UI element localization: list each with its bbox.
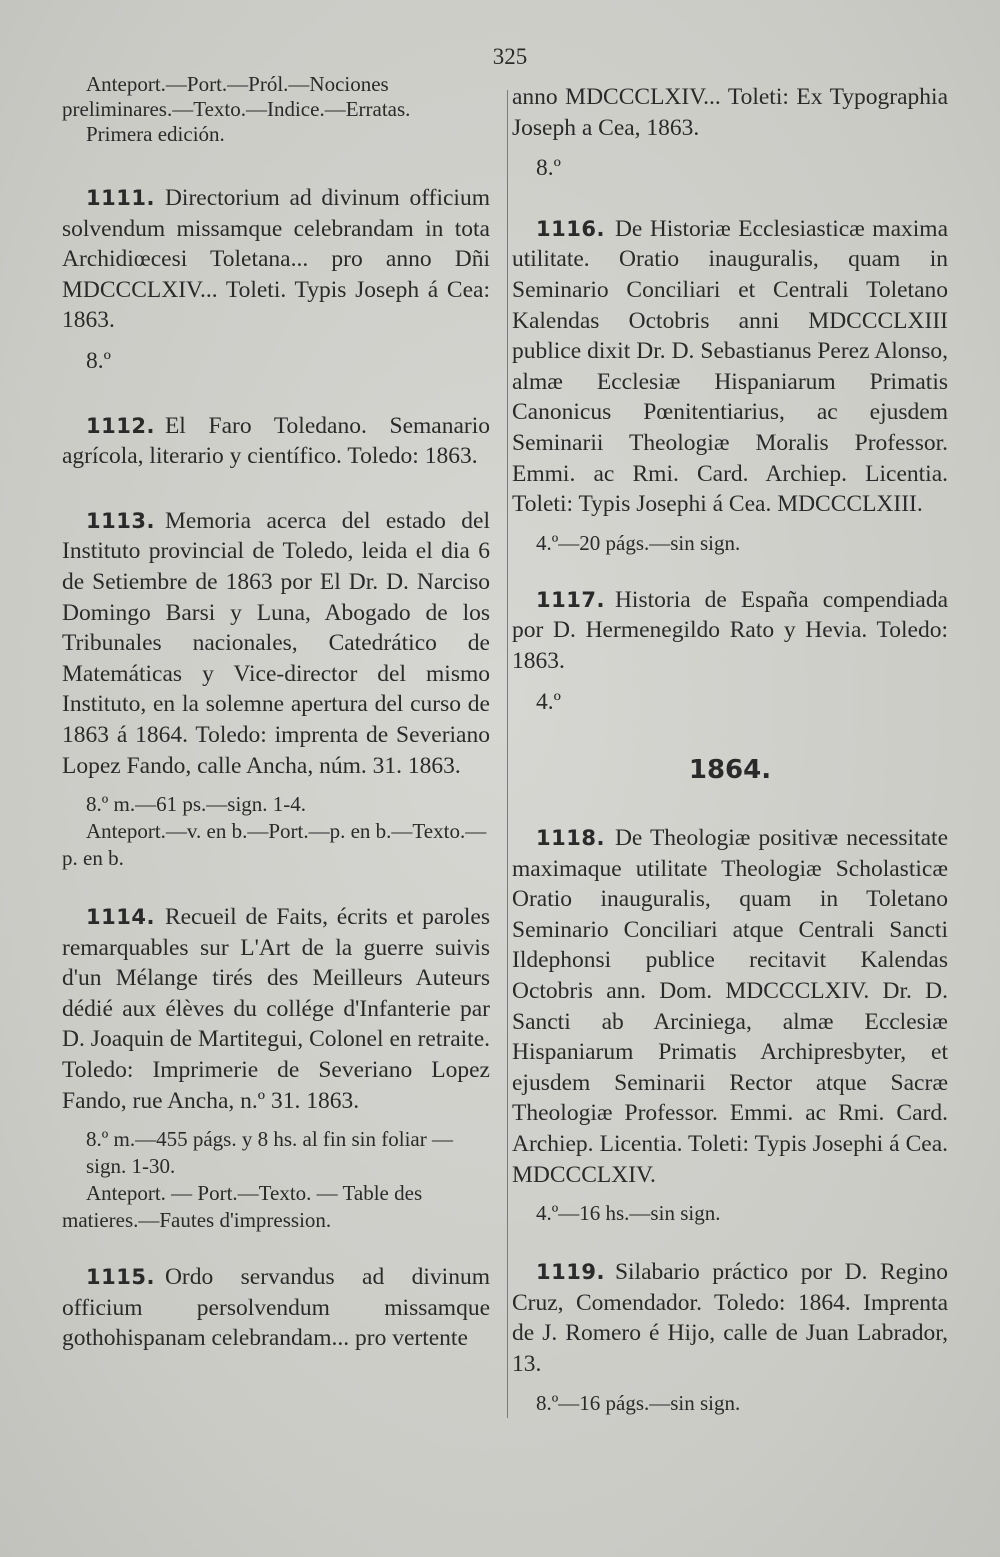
catalog-entry xyxy=(512,1257,948,1416)
entry-number: 1112. xyxy=(86,413,155,438)
entry-text: Memoria acerca del estado del Instituto provincial de Toledo, leida el dia 6 de Setiembre de 1863 por El Dr. D. Narciso Domingo Barsi y Luna, Abogado de los Tribunales nacionales, Catedrático de Matemáticas y Vice-director del mismo Instituto, en la solemne apertura del curso de 1863 á 1864. Toledo: imprenta de Severiano Lopez Fando, calle Ancha, núm. 31. 1863. xyxy=(62,507,490,779)
entry-format: 4.º—16 hs.—sin sign. xyxy=(536,1201,721,1226)
entry-collation: Anteport.—v. en b.—Port.—p. en b.—Texto.—p. en b. xyxy=(62,819,487,871)
continuation-text: anno MDCCCLXIV... Toleti: Ex Typographia Joseph a Cea, 1863. xyxy=(512,84,948,141)
right-column xyxy=(512,82,948,1417)
entry-number: 1119. xyxy=(536,1260,605,1285)
catalog-entry xyxy=(512,585,948,717)
entry-text: Silabario práctico por D. Regino Cruz, Comendador. Toledo: 1864. Imprenta de J. Romero é Hijo, calle de Juan Labrador, 13. xyxy=(512,1259,948,1377)
entry-number: 1113. xyxy=(86,508,155,533)
entry-format: 8.º xyxy=(536,155,561,182)
entry-format: 8.º m.—455 págs. y 8 hs. al fin sin foliar —sign. 1-30. xyxy=(86,1127,453,1179)
edition-note: Primera edición. xyxy=(86,122,225,146)
entry-text: Historia de España compendiada por D. Hermenegildo Rato y Hevia. Toledo: 1863. xyxy=(512,586,948,674)
entry-number: 1116. xyxy=(536,216,605,241)
continuation-text: Anteport.—Port.—Pról.—Nociones preliminares.—Texto.—Indice.—Erratas. xyxy=(62,72,411,121)
column-divider xyxy=(507,90,508,1418)
page-number: 325 xyxy=(492,44,528,69)
entry-number: 1115. xyxy=(86,1265,155,1290)
entry-number: 1118. xyxy=(536,826,605,851)
entry-text: De Historiæ Ecclesiasticæ maxima utilitate. Oratio inauguralis, quam in Seminario Conciliari et Centrali Toletano Kalendas Octobris anni MDCCCLXIII publice dixit Dr. D. Sebastianus Perez Alonso, almæ Ecclesiæ Hispaniarum Primatis Canonicus Pœnitentiarius, ac ejusdem Seminarii Theologiæ Moralis Professor. Emmi. ac Rmi. Card. Archiep. Licentia. Toleti: Typis Josephi á Cea. MDCCCLXIII. xyxy=(512,215,948,518)
catalog-entry xyxy=(62,1262,490,1354)
entry-text: Directorium ad divinum officium solvendum missamque celebrandam in tota Archidiœcesi Toletana... pro anno Dñi MDCCCLXIV... Toleti. Typis Joseph á Cea: 1863. xyxy=(62,185,490,334)
entry-text: De Theologiæ positivæ necessitate maximaque utilitate Theologiæ Scholasticæ Oratio inauguralis, quam in Toletano Seminario Conciliari atque Centrali Sancti Ildephonsi publice recitavit Kalendas Octobris ann. Dom. MDCCCLXIV. Dr. D. Sancti ab Arciniega, almæ Ecclesiæ Hispaniarum Primatis Archipresbyter, et ejusdem Seminarii Rector atque Sacræ Theologiæ Professor. Emmi. ac Rmi. Card. Archiep. Licentia. Toleti: Typis Josephi á Cea. MDCCCLXIV. xyxy=(512,825,948,1188)
entry-format: 8.º m.—61 ps.—sign. 1-4. xyxy=(86,792,307,817)
entry-format: 8.º—16 págs.—sin sign. xyxy=(536,1390,741,1415)
catalog-entry xyxy=(512,823,948,1227)
entry-number: 1114. xyxy=(86,905,155,930)
entry-number: 1111. xyxy=(86,186,155,210)
entry-text: Recueil de Faits, écrits et paroles remarquables sur L'Art de la guerre suivis d'un Mélange tirés des Meilleurs Auteurs dédié aux élèves du collége d'Infanterie par D. Joaquin de Martitegui, Colonel en retraite. Toledo: Imprimerie de Severiano Lopez Fando, rue Ancha, n.º 31. 1863. xyxy=(62,904,490,1114)
entry-format: 4.º—20 págs.—sin sign. xyxy=(536,530,741,555)
entry-number: 1117. xyxy=(536,587,605,612)
year-heading: 1864. xyxy=(688,755,772,786)
left-column xyxy=(62,72,490,1354)
entry-format: 4.º xyxy=(536,688,561,715)
catalog-entry xyxy=(62,506,490,872)
catalog-entry xyxy=(62,902,490,1234)
entry-collation: Anteport. — Port.—Texto. — Table des matieres.—Fautes d'impression. xyxy=(62,1181,423,1233)
entry-text: Ordo servandus ad divinum officium persolvendum missamque gothohispanam celebrandam... pro vertente xyxy=(62,1264,490,1352)
catalog-entry xyxy=(62,411,490,472)
entry-text: El Faro Toledano. Semanario agrícola, literario y científico. Toledo: 1863. xyxy=(62,412,490,470)
catalog-entry xyxy=(512,214,948,557)
catalog-entry xyxy=(62,183,490,377)
entry-format: 8.º xyxy=(86,347,111,374)
